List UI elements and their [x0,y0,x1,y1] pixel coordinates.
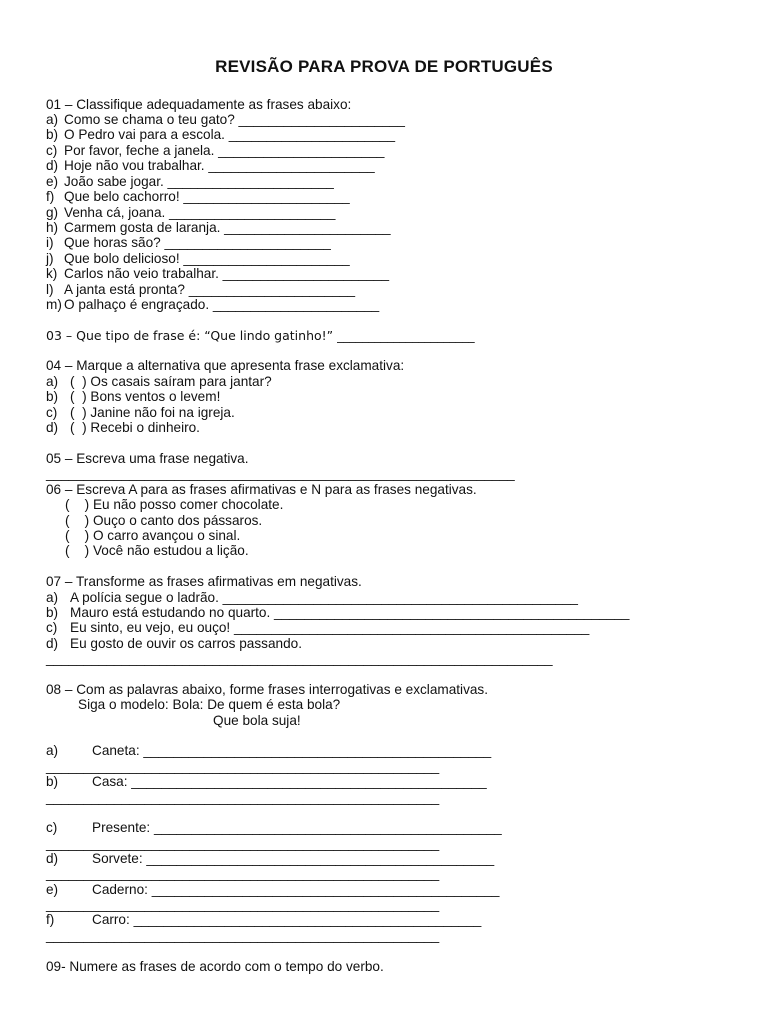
question-01-item: g) Venha cá, joana. ______________________ [46,205,336,220]
question-08-continuation-line: ____________________________________________________ [46,790,440,805]
question-07-item: a) A polícia segue o ladrão. _______________________________________________ [46,590,578,605]
question-08-item: a) Caneta: ______________________________________________ [46,743,492,758]
question-01-item: i) Que horas são? ______________________ [46,235,331,250]
question-06-item: ( ) Você não estudou a lição. [65,543,249,558]
question-05-prompt: 05 – Escreva uma frase negativa. [46,451,249,466]
question-01-item: c) Por favor, feche a janela. ______________________ [46,143,385,158]
question-08-item: f) Carro: ______________________________________________ [46,912,482,927]
question-04-option: c) ( ) Janine não foi na igreja. [46,405,235,420]
question-01-prompt: 01 – Classifique adequadamente as frases abaixo: [46,97,352,112]
question-07-item: c) Eu sinto, eu vejo, eu ouço! _______________________________________________ [46,620,590,635]
question-08-item: d) Sorvete: ______________________________________________ [46,851,495,866]
question-07-answer-line: ___________________________________________________________________ [46,651,553,666]
question-04-option: a) ( ) Os casais saíram para jantar? [46,374,272,389]
question-01-item: a) Como se chama o teu gato? ______________________ [46,112,405,127]
question-06-item: ( ) Eu não posso comer chocolate. [65,497,284,512]
question-08-continuation-line: ____________________________________________________ [46,759,440,774]
question-07-item: b) Mauro está estudando no quarto. _______________________________________________ [46,605,630,620]
question-07-prompt: 07 – Transforme as frases afirmativas em negativas. [46,574,362,589]
question-08-item: c) Presente: ______________________________________________ [46,820,502,835]
question-08-continuation-line: ____________________________________________________ [46,836,440,851]
question-08-item: b) Casa: _______________________________________________ [46,774,487,789]
question-08-continuation-line: ____________________________________________________ [46,928,440,943]
question-01-item: b) O Pedro vai para a escola. ______________________ [46,127,396,142]
question-09-prompt: 09- Numere as frases de acordo com o tempo do verbo. [46,959,384,974]
question-08-model-example: Que bola suja! [213,713,301,728]
question-01-item: m) O palhaço é engraçado. ______________________ [46,297,380,312]
question-01-item: k) Carlos não veio trabalhar. ______________________ [46,266,390,281]
question-04-option: d) ( ) Recebi o dinheiro. [46,420,200,435]
question-08-model: Siga o modelo: Bola: De quem é esta bola? [78,697,341,712]
question-06-item: ( ) Ouço o canto dos pássaros. [65,513,263,528]
question-01-item: l) A janta está pronta? ______________________ [46,282,356,297]
question-08-prompt: 08 – Com as palavras abaixo, forme frases interrogativas e exclamativas. [46,682,488,697]
question-07-item: d) Eu gosto de ouvir os carros passando. [46,636,302,651]
question-08-continuation-line: ____________________________________________________ [46,897,440,912]
page-title: REVISÃO PARA PROVA DE PORTUGUÊS [215,57,553,76]
question-04-prompt: 04 – Marque a alternativa que apresenta frase exclamativa: [46,358,405,373]
question-06-prompt: 06 – Escreva A para as frases afirmativas e N para as frases negativas. [46,482,477,497]
question-06-item: ( ) O carro avançou o sinal. [65,528,241,543]
question-01-item: j) Que bolo delicioso! ______________________ [46,251,350,266]
question-08-item: e) Caderno: ______________________________________________ [46,882,500,897]
question-01-item: d) Hoje não vou trabalhar. ______________________ [46,158,375,173]
question-08-continuation-line: ____________________________________________________ [46,866,440,881]
question-01-item: h) Carmem gosta de laranja. ______________________ [46,220,391,235]
question-01-item: e) João sabe jogar. ______________________ [46,174,334,189]
question-04-option: b) ( ) Bons ventos o levem! [46,389,221,404]
question-05-answer-line: ______________________________________________________________ [46,466,515,481]
question-01-item: f) Que belo cachorro! ______________________ [46,189,350,204]
question-03-prompt: 03 – Que tipo de frase é: “Que lindo gatinho!” ______________________ [46,328,475,343]
